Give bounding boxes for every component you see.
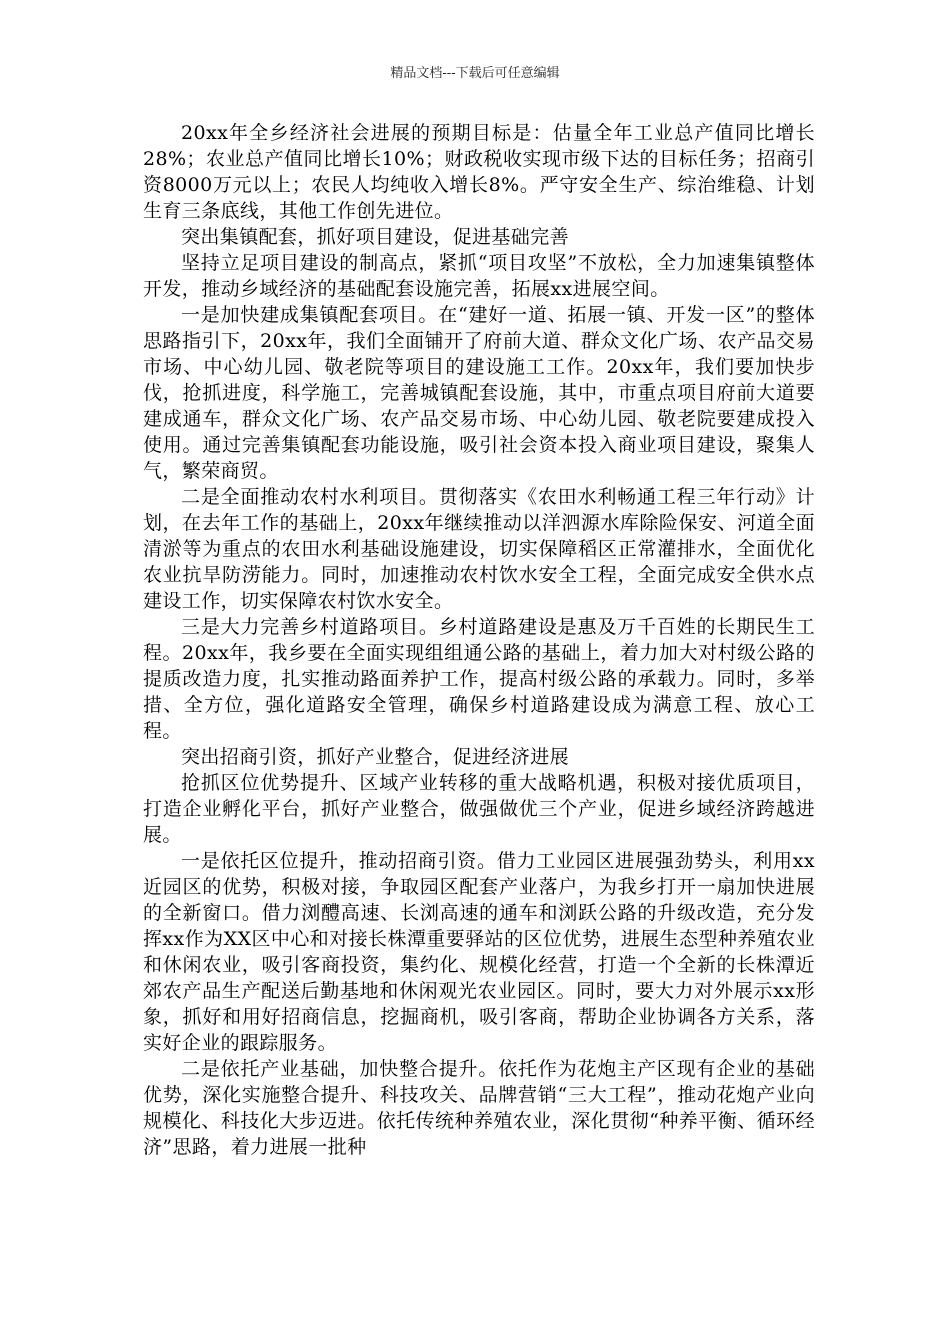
paragraph-rural-roads: 三是大力完善乡村道路项目。乡村道路建设是惠及万千百姓的长期民生工程。20xx年，我乡要在全面实现组组通公路的基础上，着力加大对村级公路的提质改造力度，扎实推动路面养护工作，提高村级公路的承载力。同时，多举措、全方位，强化道路安全管理，确保乡村道路建设成为满意工程、放心工程。: [143, 616, 815, 742]
paragraph-town-facilities: 一是加快建成集镇配套项目。在“建好一道、拓展一镇、开发一区”的整体思路指引下，20xx年，我们全面铺开了府前大道、群众文化广场、农产品交易市场、中心幼儿园、敬老院等项目的建设施工工作。20xx年，我们要加快步伐，抢抓进度，科学施工，完善城镇配套设施，其中，市重点项目府前大道要建成通车，群众文化广场、农产品交易市场、中心幼儿园、敬老院要建成投入使用。通过完善集镇配套功能设施，吸引社会资本投入商业项目建设，聚集人气，繁荣商贸。: [143, 304, 815, 482]
paragraph-project-construction: 坚持立足项目建设的制高点，紧抓“项目攻坚”不放松，全力加速集镇整体开发，推动乡域经济的基础配套设施完善，拓展xx进展空间。: [143, 252, 815, 300]
section-heading-infrastructure: 突出集镇配套，抓好项目建设，促进基础完善: [181, 226, 570, 248]
paragraph-economic-targets: 20xx年全乡经济社会进展的预期目标是：估量全年工业总产值同比增长28%；农业总产值同比增长10%；财政税收实现市级下达的目标任务；招商引资8000万元以上；农民人均纯收入增长8%。严守安全生产、综治维稳、计划生育三条底线，其他工作创先进位。: [143, 122, 815, 222]
paragraph-water-conservancy: 二是全面推动农村水利项目。贯彻落实《农田水利畅通工程三年行动》计划，在去年工作的基础上，20xx年继续推动以洋泗源水库除险保安、河道全面清淤等为重点的农田水利基础设施建设，切实保障稻区正常灌排水，全面优化农业抗旱防涝能力。同时，加速推动农村饮水安全工程，全面完成安全供水点建设工作，切实保障农村饮水安全。: [143, 486, 815, 612]
document-body: [143, 120, 815, 1160]
paragraph-location-advantage: 一是依托区位提升，推动招商引资。借力工业园区进展强劲势头，利用xx近园区的优势，积极对接，争取园区配套产业落户，为我乡打开一扇加快进展的全新窗口。借力浏醴高速、长浏高速的通车和浏跃公路的升级改造，充分发挥xx作为XX区中心和对接长株潭重要驿站的区位优势，进展生态型种养殖农业和休闲农业，吸引客商投资，集约化、规模化经营，打造一个全新的长株潭近郊农产品生产配送后勤基地和休闲观光农业园区。同时，要大力对外展示xx形象，抓好和用好招商信息，挖掘商机，吸引客商，帮助企业协调各方关系，落实好企业的跟踪服务。: [143, 850, 815, 1054]
paragraph-strategic-opportunity: 抢抓区位优势提升、区域产业转移的重大战略机遇，积极对接优质项目，打造企业孵化平台，抓好产业整合，做强做优三个产业，促进乡域经济跨越进展。: [143, 772, 815, 846]
section-heading-investment: 突出招商引资，抓好产业整合，促进经济进展: [181, 746, 570, 768]
document-header: 精品文档---下载后可任意编辑: [390, 66, 560, 81]
paragraph-industry-integration: 二是依托产业基础，加快整合提升。依托作为花炮主产区现有企业的基础优势，深化实施整合提升、科技攻关、品牌营销“三大工程”，推动花炮产业向规模化、科技化大步迈进。依托传统种养殖农业，深化贯彻“种养平衡、循环经济”思路，着力进展一批种: [143, 1058, 815, 1158]
